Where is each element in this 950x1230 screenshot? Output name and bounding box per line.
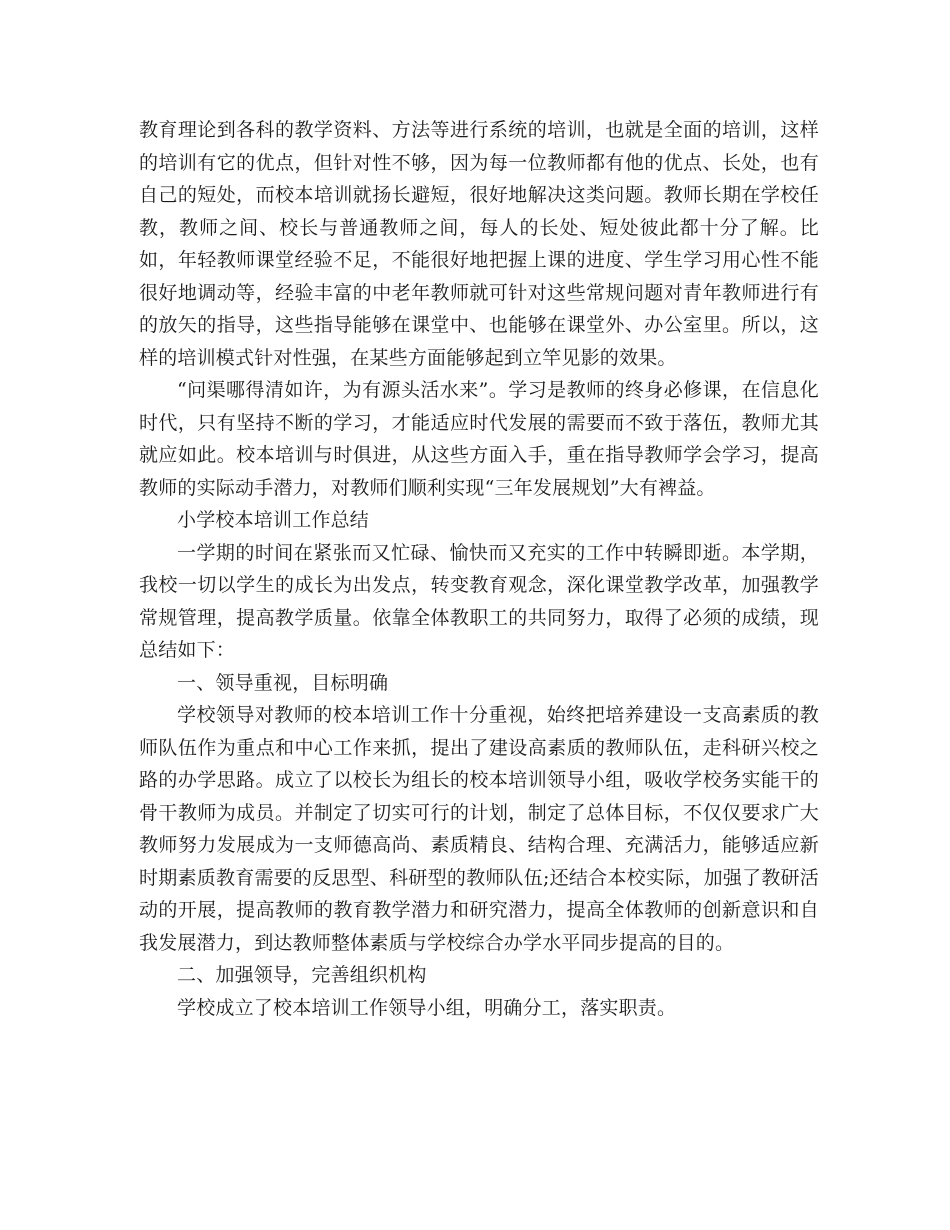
- heading-one: 一、领导重视，目标明确: [177, 671, 389, 694]
- paragraph-organization: 学校成立了校本培训工作领导小组，明确分工，落实职责。: [177, 996, 677, 1019]
- paragraph-quote: “问渠哪得清如许，为有源头活水来”。学习是教师的终身必修课，在信息化时代，只有坚持不断的学习，才能适应时代发展的需要而不致于落伍，教师尤其就应如此。校本培训与时俱进，从这些方面入手，重在指导教师学会学习，提高教师的实际动手潜力，对教师们顺利实现“三年发展规划”大有裨益。: [139, 379, 819, 499]
- paragraph-leadership: 学校领导对教师的校本培训工作十分重视，始终把培养建设一支高素质的教师队伍作为重点和中心工作来抓，提出了建设高素质的教师队伍，走科研兴校之路的办学思路。成立了以校长为组长的校本培训领导小组，吸收学校务实能干的骨干教师为成员。并制定了切实可行的计划，制定了总体目标，不仅仅要求广大教师努力发展成为一支师德高尚、素质精良、结构合理、充满活力，能够适应新时期素质教育需要的反思型、科研型的教师队伍;还结合本校实际，加强了教研活动的开展，提高教师的教育教学潜力和研究潜力，提高全体教师的创新意识和自我发展潜力，到达教师整体素质与学校综合办学水平同步提高的目的。: [139, 704, 819, 954]
- paragraph-continuation: 教育理论到各科的教学资料、方法等进行系统的培训，也就是全面的培训，这样的培训有它的优点，但针对性不够，因为每一位教师都有他的优点、长处，也有自己的短处，而校本培训就扬长避短，很好地解决这类问题。教师长期在学校任教，教师之间、校长与普通教师之间，每人的长处、短处彼此都十分了解。比如，年轻教师课堂经验不足，不能很好地把握上课的进度、学生学习用心性不能很好地调动等，经验丰富的中老年教师就可针对这些常规问题对青年教师进行有的放矢的指导，这些指导能够在课堂中、也能够在课堂外、办公室里。所以，这样的培训模式针对性强，在某些方面能够起到立竿见影的效果。: [139, 119, 819, 369]
- heading-two: 二、加强领导，完善组织机构: [177, 964, 427, 986]
- document-body: [139, 114, 819, 1024]
- section-title: 小学校本培训工作总结: [177, 509, 370, 531]
- paragraph-intro: 一学期的时间在紧张而又忙碌、愉快而又充实的工作中转瞬即逝。本学期，我校一切以学生的成长为出发点，转变教育观念，深化课堂教学改革，加强教学常规管理，提高教学质量。依靠全体教职工的共同努力，取得了必须的成绩，现总结如下：: [139, 541, 819, 661]
